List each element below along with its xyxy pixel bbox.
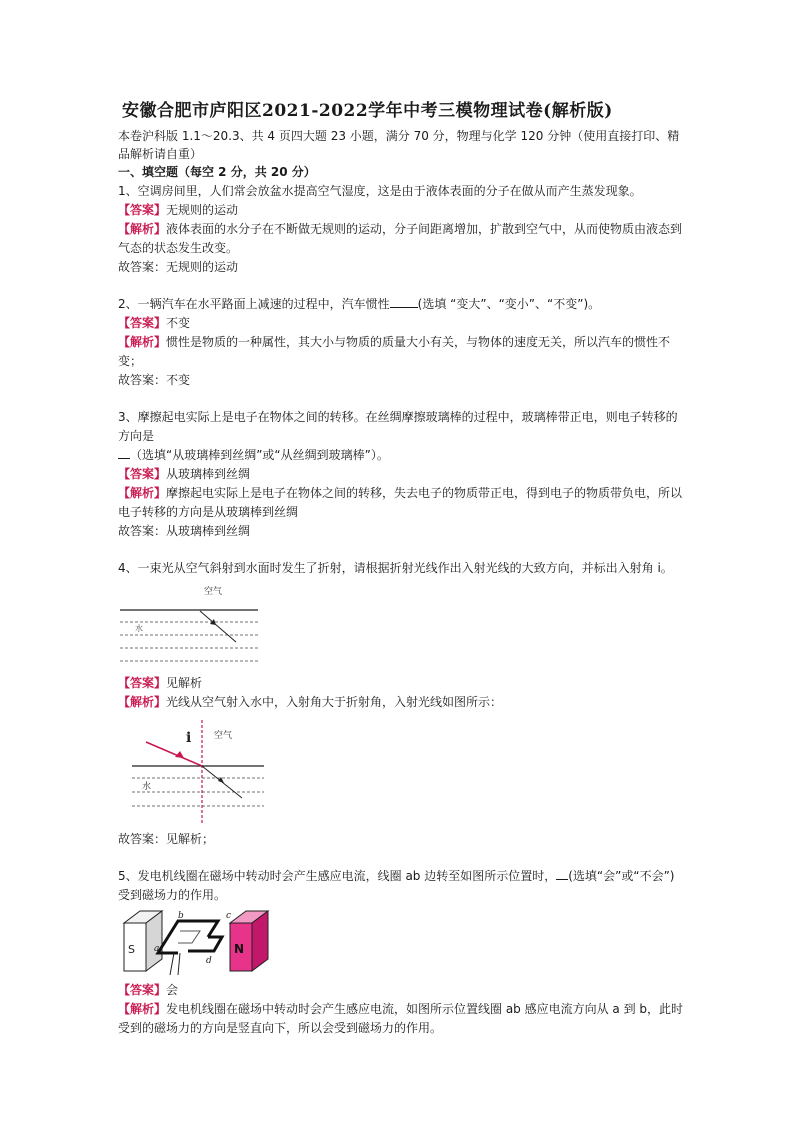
question-text: 1、空调房间里，人们常会放盆水提高空气湿度，这是由于液体表面的分子在做从而产生蒸发现象。 xyxy=(118,184,642,198)
answer-blank xyxy=(118,447,130,459)
figure-water-label: 水 xyxy=(135,624,143,633)
question-text-option: （选填“从玻璃棒到丝绸”或“从丝绸到玻璃棒”）。 xyxy=(130,448,389,462)
conclusion-text: 故答案：无规则的运动 xyxy=(118,260,239,274)
analysis-text: 摩擦起电实际上是电子在物体之间的转移，失去电子的物质带正电，得到电子的物质带负电，所以电子转移的方向是从玻璃棒到丝绸 xyxy=(118,486,683,519)
analysis-line xyxy=(118,1000,684,1038)
answer-tag: 【答案】 xyxy=(118,203,167,217)
question-4 xyxy=(118,559,684,849)
analysis-line xyxy=(118,484,684,522)
coil-label-a: a xyxy=(154,944,160,954)
analysis-tag: 【解析】 xyxy=(118,222,167,236)
analysis-tag: 【解析】 xyxy=(118,1002,167,1016)
figure-water-label: 水 xyxy=(142,782,152,792)
answer-tag: 【答案】 xyxy=(118,316,167,330)
section-heading: 一、填空题（每空 2 分，共 20 分） xyxy=(118,165,316,179)
question-text: 3、摩擦起电实际上是电子在物体之间的转移。在丝绸摩擦玻璃棒的过程中，玻璃棒带正电，则电子转移的方向是 xyxy=(118,410,678,443)
answer-tag: 【答案】 xyxy=(118,676,167,690)
answer-line xyxy=(118,981,684,1000)
answer-text: 不变 xyxy=(166,316,191,330)
answer-text: 从玻璃棒到丝绸 xyxy=(166,467,251,481)
question-2 xyxy=(118,295,684,390)
figure-air-label: 空气 xyxy=(214,731,233,741)
exam-intro: 本卷沪科版 1.1～20.3、共 4 页四大题 23 小题，满分 70 分，物理与化学 120 分钟（使用直接打印、精品解析请自重） xyxy=(118,129,680,161)
figure-air-label: 空气 xyxy=(204,587,223,597)
conclusion-text: 故答案：不变 xyxy=(118,373,191,387)
analysis-text: 液体表面的水分子在不断做无规则的运动，分子间距离增加，扩散到空气中，从而使物质由液态到气态的状态发生改变。 xyxy=(118,222,683,255)
question-5 xyxy=(118,867,684,1038)
coil-label-c: c xyxy=(226,911,232,921)
answer-tag: 【答案】 xyxy=(118,983,167,997)
conclusion-text: 故答案：从玻璃棒到丝绸 xyxy=(118,524,251,538)
analysis-line xyxy=(118,693,684,712)
question-text xyxy=(118,867,684,905)
question-text-line2 xyxy=(118,446,684,465)
document-page xyxy=(118,96,684,1038)
analysis-text: 发电机线圈在磁场中转动时会产生感应电流，如图所示位置线圈 ab 感应电流方向从 a 到 b，此时受到的磁场力的方向是竖直向下，所以会受到磁场力的作用。 xyxy=(118,1002,684,1035)
answer-blank xyxy=(556,868,568,880)
question-text-post: (选填 “变大”、“变小”、“不变”)。 xyxy=(417,297,601,311)
question-1 xyxy=(118,182,684,277)
refracted-ray xyxy=(200,611,236,642)
question-3 xyxy=(118,408,684,541)
answer-blank xyxy=(390,296,418,308)
analysis-tag: 【解析】 xyxy=(118,695,167,709)
coil-label-b: b xyxy=(178,911,184,921)
answer-line xyxy=(118,201,684,220)
refraction-answer-figure xyxy=(118,716,278,828)
analysis-tag: 【解析】 xyxy=(118,486,167,500)
incident-ray xyxy=(146,742,202,766)
magnet-s-label: S xyxy=(128,943,135,956)
coil-inner xyxy=(178,931,200,943)
conclusion-text: 故答案：见解析； xyxy=(118,832,215,846)
coil-top xyxy=(168,921,218,937)
coil-right xyxy=(188,937,222,951)
lead-wire xyxy=(170,953,174,975)
page-title: 安徽合肥市庐阳区2021-2022学年中考三模物理试卷(解析版) xyxy=(122,101,613,121)
question-text-pre: 5、发电机线圈在磁场中转动时会产生感应电流，线圈 ab 边转至如图所示位置时， xyxy=(118,869,557,883)
generator-coil-figure xyxy=(118,909,278,979)
answer-line xyxy=(118,465,684,484)
answer-tag: 【答案】 xyxy=(118,467,167,481)
question-text-post: (选填“会”或“不会”)受到磁场力的作用。 xyxy=(118,869,675,902)
analysis-tag: 【解析】 xyxy=(118,335,167,349)
question-text: 4、一束光从空气斜射到水面时发生了折射，请根据折射光线作出入射光线的大致方向，并标出入射角 i。 xyxy=(118,561,673,575)
incidence-angle-label: i xyxy=(186,730,192,746)
answer-line xyxy=(118,674,684,693)
question-text xyxy=(118,295,684,314)
analysis-text: 光线从空气射入水中，入射角大于折射角，入射光线如图所示： xyxy=(166,695,503,709)
analysis-text: 惯性是物质的一种属性，其大小与物质的质量大小有关，与物体的速度无关，所以汽车的惯性不变； xyxy=(118,335,671,368)
refraction-question-figure xyxy=(118,582,268,672)
magnet-n-label: N xyxy=(234,942,245,956)
coil-label-d: d xyxy=(206,956,212,966)
answer-text: 无规则的运动 xyxy=(166,203,239,217)
answer-text: 会 xyxy=(166,983,179,997)
lead-wire xyxy=(178,953,180,975)
analysis-line xyxy=(118,220,684,258)
analysis-line xyxy=(118,333,684,371)
answer-line xyxy=(118,314,684,333)
question-text-pre: 2、一辆汽车在水平路面上减速的过程中，汽车惯性 xyxy=(118,297,390,311)
answer-text: 见解析 xyxy=(166,676,203,690)
